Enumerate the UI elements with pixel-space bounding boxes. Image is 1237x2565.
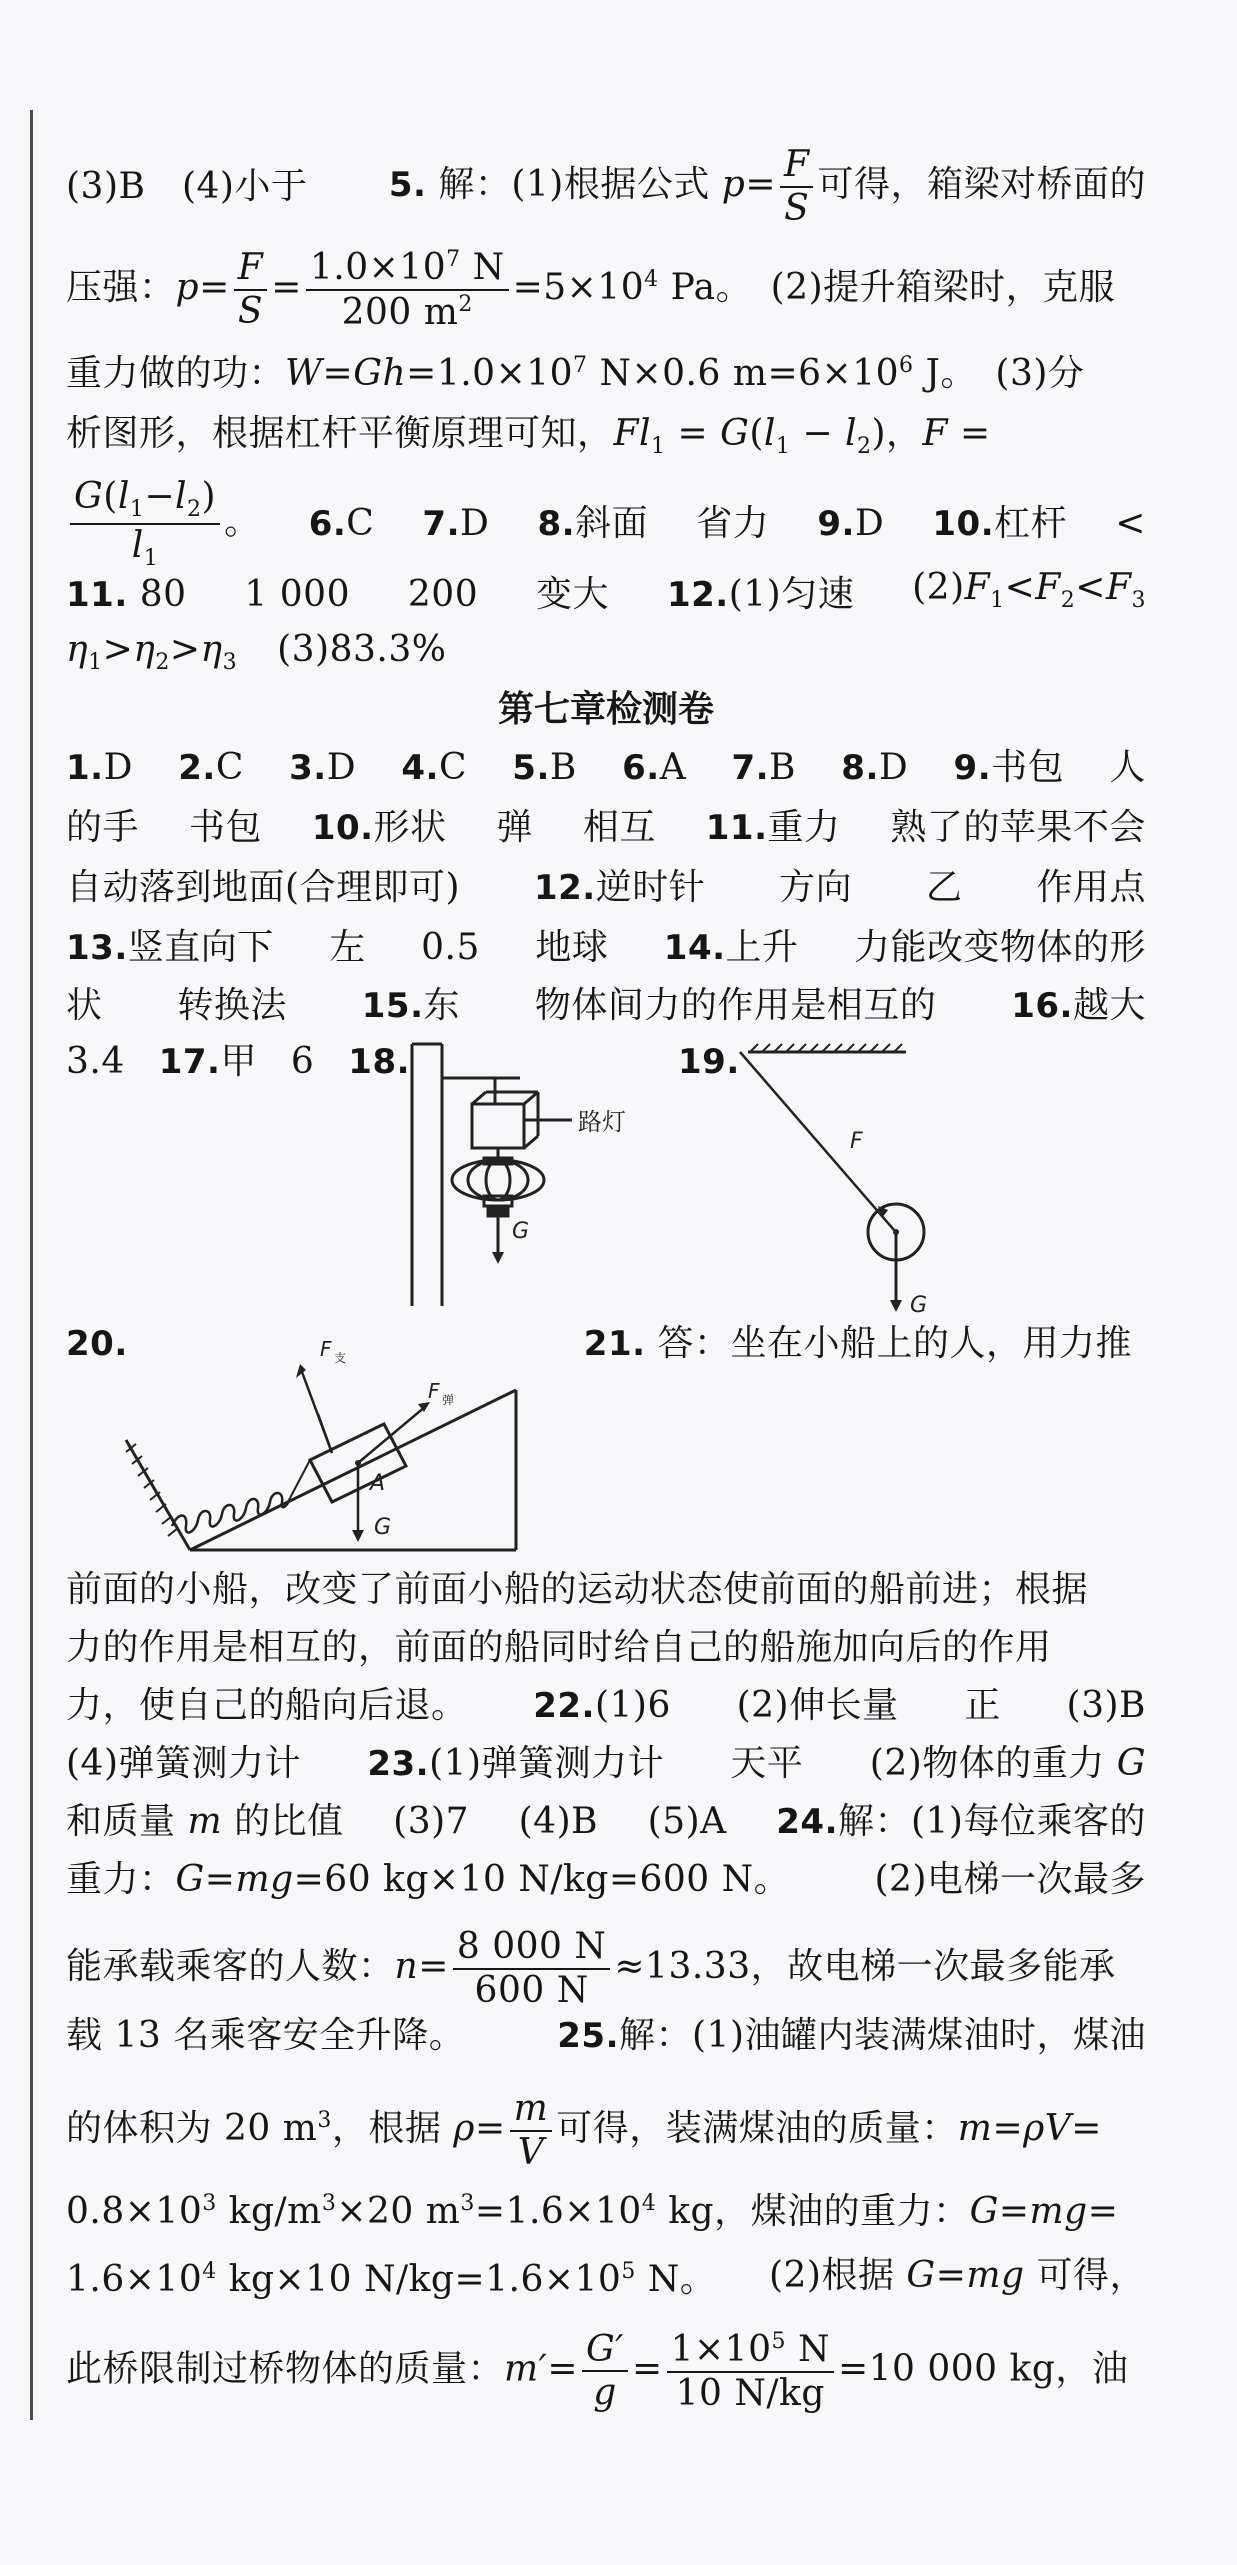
text-line-11: 13.竖直向下 左 0.5 地球 14.上升 力能改变物体的形 — [66, 927, 1146, 968]
gravity-label: G — [910, 1293, 928, 1318]
answer-text: (3)B (4)小于 — [66, 165, 344, 207]
text-line-2: 压强：p= $\frac{F}{S}$ = $\frac{1.0\times 10^7 N}{200 m^2}$ $=5\times 10^4$ Pa。 (2)提升箱梁时，克服 — [66, 247, 1116, 333]
q21-head: 21. 答：坐在小船上的人，用力推 — [583, 1323, 1132, 1364]
fraction: $\frac{1.0\times 10^7 N}{200 m^2}$ — [306, 248, 509, 332]
q20-number: 20. — [66, 1324, 128, 1364]
text-line-9: 的手 书包 10.形状 弹 相互 11.重力 熟了的苹果不会 — [66, 807, 1146, 848]
answer-text: 可得，箱梁对桥面的 — [817, 163, 1146, 205]
fraction: $\frac{G'}{g}$ — [582, 2331, 628, 2413]
text-line-20: 能承载乘客的人数：n= $\frac{8 000 N}{600 N}$ ≈13.33，故电梯一次最多能承 — [66, 1926, 1116, 2011]
question-number: 5. — [388, 164, 427, 205]
chapter-title: 第七章检测卷 — [497, 689, 714, 730]
text-line-23: $0.8\times 10^3$ $kg/m^3\times 20$ $m^3=1.6\times 10^4$ kg，煤油的重力：G=mg= — [66, 2191, 1119, 2232]
gravity-label: G — [374, 1515, 392, 1540]
text-line-3: 重力做的功：$W=Gh=1.0\times 10^7$ N×0.6 $m=6\times 10^6$ J。 (3)分 — [66, 353, 1085, 394]
text-line-18: 和质量 m 的比值 (3)7 (4)B (5)A 24.解：(1)每位乘客的 — [66, 1801, 1146, 1842]
figure-19-hanging-ball — [730, 1040, 930, 1340]
fraction: $\frac{8 000 N}{600 N}$ — [453, 1928, 611, 2010]
support-force-label: F — [320, 1337, 332, 1361]
text-line-1: (3)B (4)小于 5. 解：(1)根据公式 p= $\frac{F}{S}$ 可得，箱梁对桥面的 — [66, 144, 1146, 229]
text-line-21: 载 13 名乘客安全升降。 25.解：(1)油罐内装满煤油时，煤油 — [66, 2015, 1146, 2056]
svg-text:弹: 弹 — [442, 1393, 455, 1407]
fraction: $\frac{m}{V}$ — [510, 2090, 553, 2172]
text-line-12: 状 转换法 15.东 物体间力的作用是相互的 16.越大 — [66, 985, 1146, 1026]
text-line-4: 析图形，根据杠杆平衡原理可知，$Fl_1 = G(l_1 - l_2)$，F = — [66, 413, 991, 460]
svg-text:支: 支 — [334, 1351, 347, 1365]
text-line-25: 此桥限制过桥物体的质量：m′= $\frac{G'}{g}$ = $\frac{1\times 10^5 N}{10 N/kg}$ =10 000 kg，油 — [66, 2328, 1129, 2414]
text-line-7: $\eta_1>\eta_2>\eta_3$ (3)83.3% — [66, 629, 447, 676]
point-a-label: A — [370, 1471, 386, 1496]
lamp-label: 路灯 — [578, 1108, 626, 1136]
fraction: $\frac{G(l_1-l_2)}{l_1}$ — [70, 478, 220, 571]
figure-20-incline — [120, 1320, 540, 1570]
fraction: $\frac{F}{S}$ — [780, 146, 813, 228]
text-line-17: (4)弹簧测力计 23.(1)弹簧测力计 天平 (2)物体的重力 G — [66, 1743, 1146, 1784]
spring-force-label: F — [428, 1379, 440, 1403]
q19-number: 19. — [678, 1042, 740, 1082]
text-line-16: 力，使自己的船向后退。 22.(1)6 (2)伸长量 正 (3)B — [66, 1685, 1146, 1726]
text-line-22: 的体积为 20 $m^3$，根据 ρ= $\frac{m}{V}$ 可得，装满煤油的质量：m=ρV= — [66, 2088, 1102, 2173]
figure-18-lamp — [400, 1040, 660, 1320]
text-line-10: 自动落到地面(合理即可) 12.逆时针 方向 乙 作用点 — [66, 867, 1146, 908]
fraction: $\frac{1\times 10^5 N}{10 N/kg}$ — [667, 2330, 834, 2413]
text-line-19: 重力：G=mg=60 kg×10 N/kg=600 N。 (2)电梯一次最多 — [66, 1859, 1146, 1900]
text-line-24: $1.6\times 10^4$ kg×10 $N/kg=1.6\times 10^5$ N。 (2)根据 G=mg 可得， — [66, 2255, 1146, 2300]
fraction: $\frac{F}{S}$ — [234, 249, 267, 331]
tension-label: F — [850, 1129, 863, 1154]
binding-margin-line — [30, 110, 33, 2420]
text-line-15: 力的作用是相互的，前面的船同时给自己的船施加向后的作用 — [66, 1627, 1052, 1668]
text-line-6: 11. 80 1 000 200 变大 12.(1)匀速 $(2)F_1<F_2<F_3$ — [66, 567, 1146, 615]
text-line-8: 1.D 2.C 3.D 4.C 5.B 6.A 7.B 8.D 9.书包 人 — [66, 747, 1146, 788]
text-line-13: 3.4 17.甲 6 18. — [66, 1041, 411, 1082]
gravity-label: G — [512, 1219, 530, 1244]
text-line-5: $\frac{G(l_1-l_2)}{l_1}$ 。 6.C 7.D 8.斜面 省力 9.D 10.杠杆 < — [66, 478, 1146, 571]
text-line-14: 前面的小船，改变了前面小船的运动状态使前面的船前进；根据 — [66, 1569, 1089, 1610]
answer-text: 解：(1)根据公式 — [426, 163, 722, 205]
math-var: p — [721, 163, 746, 205]
